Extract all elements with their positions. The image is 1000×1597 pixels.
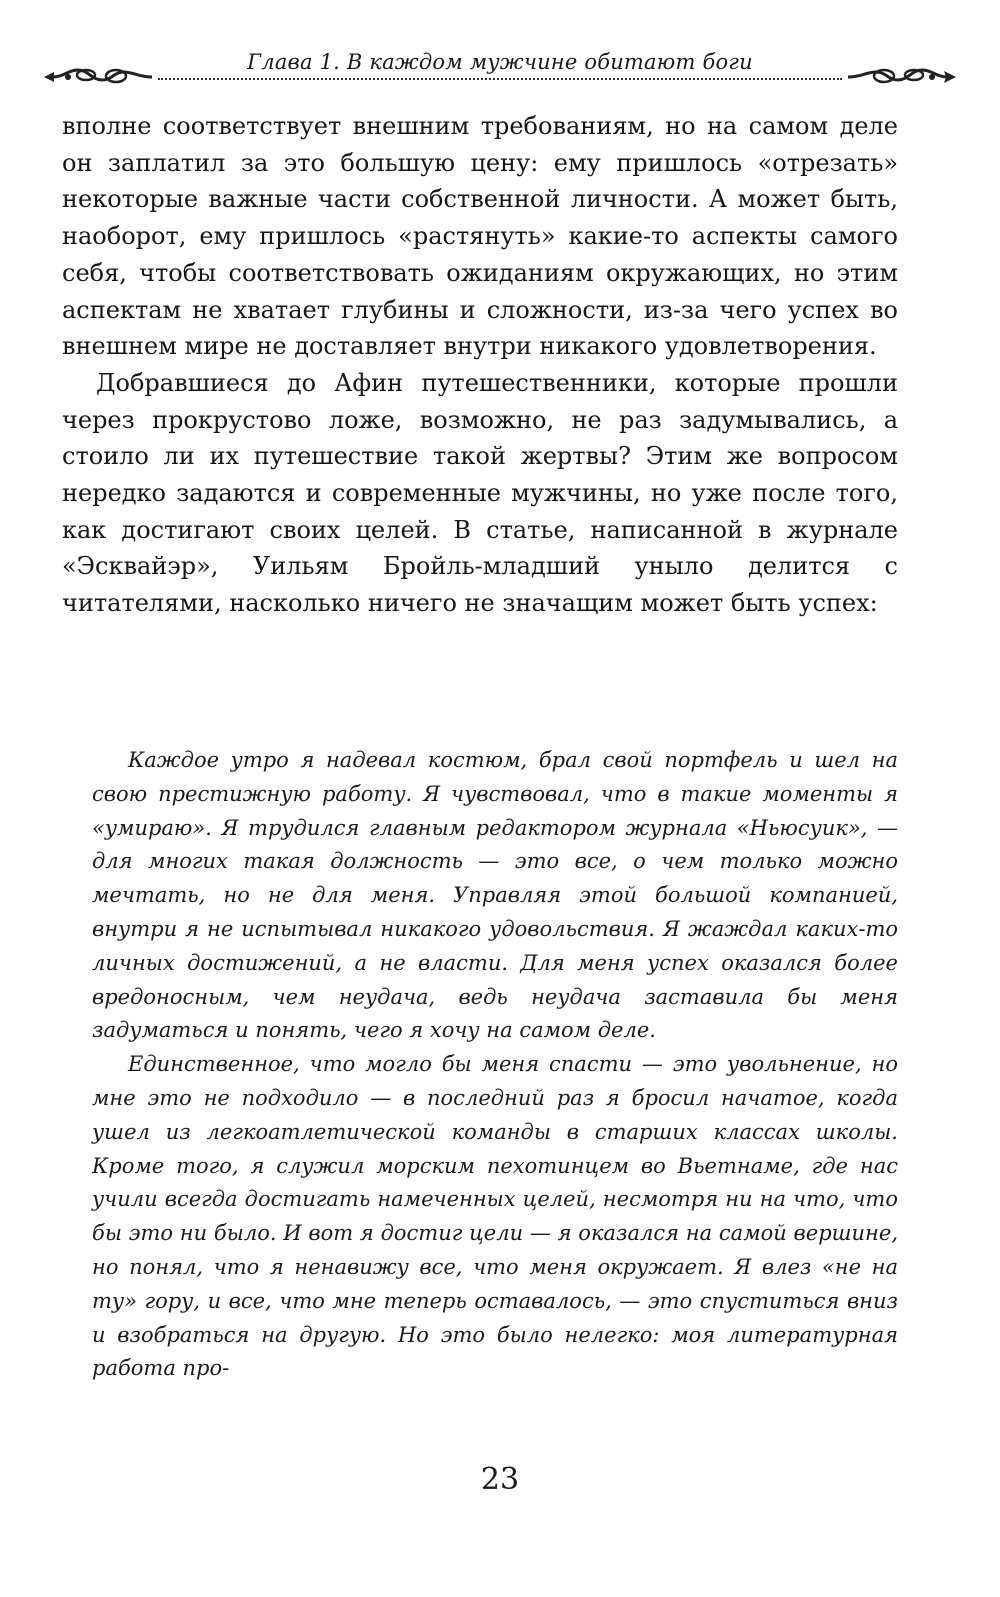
- block-quote: [92, 744, 898, 1386]
- right-flourish-ornament: [840, 46, 960, 96]
- page-number: 23: [480, 1462, 520, 1497]
- running-head: [40, 50, 960, 74]
- quote-paragraph-1: Каждое утро я надевал костюм, брал свой портфель и шел на свою престижную работу. Я чувствовал, что в такие моменты я «умираю». Я трудился главным редактором журнала «Ньюсуик», — для многих такая должность — это все, о чем только можно мечтать, но не для меня. Управляя этой большой компанией, внутри я не испытывал никакого удовольствия. Я жаждал каких-то личных достижений, а не власти. Для меня успех оказался более вредоносным, чем неудача, ведь неудача заставила бы меня задуматься и понять, чего я хочу на самом деле.: [92, 748, 898, 1043]
- body-paragraph-1: вполне соответствует внешним требованиям, но на самом деле он заплатил за это большую цену: ему пришлось «отрезать» некоторые важные части собственной личности. А может быть, наоборот, ему пришлось «растянуть» какие-то аспекты самого себя, чтобы соответствовать ожиданиям окружающих, но этим аспектам не хватает глубины и сложности, из-за чего успех во внешнем мире не доставляет внутри никакого удовлетворения.: [62, 112, 898, 361]
- header-dotted-rule: [158, 78, 842, 80]
- page-header: [40, 46, 960, 96]
- running-head-text: Глава 1. В каждом мужчине обитают боги: [241, 50, 759, 74]
- main-body-text: [62, 108, 898, 622]
- quote-paragraph-2: Единственное, что могло бы меня спасти — это увольнение, но мне это не подходило — в последний раз я бросил начатое, когда ушел из легкоатлетической команды в старших классах школы. Кроме того, я служил морским пехотинцем во Вьетнаме, где нас учили всегда достигать намеченных целей, несмотря ни на что, что бы это ни было. И вот я достиг цели — я оказался на самой вершине, но понял, что я ненавижу все, что меня окружает. Я влез «не на ту» гору, и все, что мне теперь оставалось, — это спуститься вниз и взобраться на другую. Но это было нелегко: моя литературная работа про-: [92, 1052, 898, 1381]
- body-paragraph-2: Добравшиеся до Афин путешественники, которые прошли через прокрустово ложе, возможно, не раз задумывались, а стоило ли их путешествие такой жертвы? Этим же вопросом нередко задаются и современные мужчины, но уже после того, как достигают своих целей. В статье, написанной в журнале «Эсквайэр», Уильям Бройль-младший уныло делится с читателями, насколько ничего не значащим может быть успех:: [62, 368, 898, 618]
